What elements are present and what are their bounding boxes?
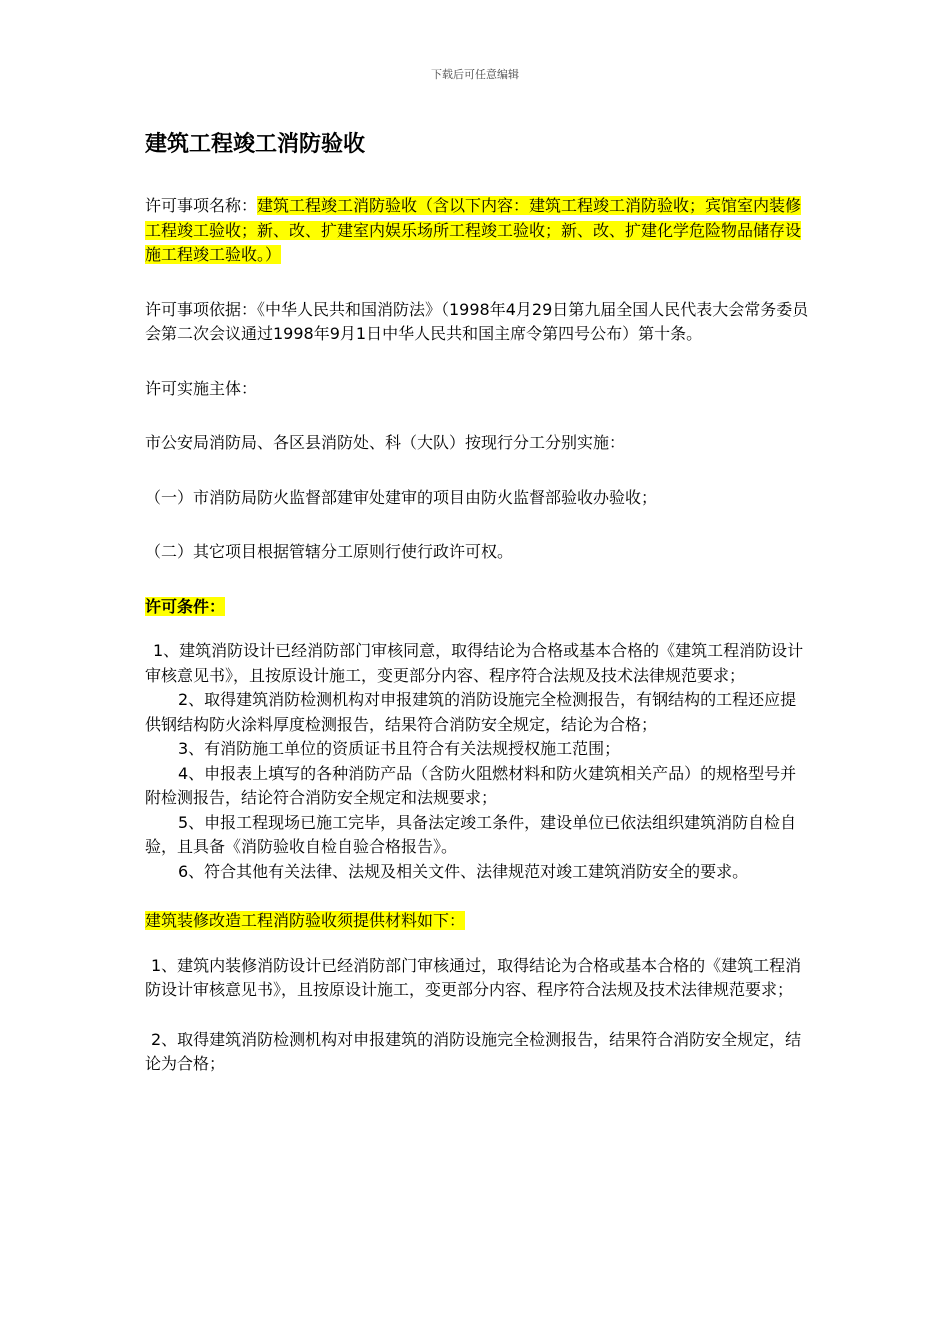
materials-heading: 建筑装修改造工程消防验收须提供材料如下： bbox=[145, 911, 466, 930]
item-name-label: 许可事项名称： bbox=[145, 196, 258, 215]
item-name-value: 建筑工程竣工消防验收（含以下内容：建筑工程竣工消防验收；宾馆室内装修工程竣工验收；新、改、扩建室内娱乐场所工程竣工验收；新、改、扩建化学危险物品储存设施工程竣工验收。） bbox=[145, 196, 802, 264]
subject-item-1: （一）市消防局防火监督部建审处建审的项目由防火监督部验收办验收； bbox=[145, 487, 658, 507]
subject-text: 市公安局消防局、各区县消防处、科（大队）按现行分工分别实施： bbox=[145, 433, 626, 452]
subject-label: 许可实施主体： bbox=[145, 378, 258, 398]
document-body bbox=[145, 130, 810, 1077]
conditions-heading: 许可条件： bbox=[145, 596, 226, 616]
condition-item: 6、符合其他有关法律、法规及相关文件、法律规范对竣工建筑消防安全的要求。 bbox=[178, 861, 749, 881]
item-name-paragraph bbox=[145, 194, 810, 268]
conditions-heading-paragraph bbox=[145, 595, 810, 620]
document-title: 建筑工程竣工消防验收 bbox=[145, 132, 366, 157]
material-item: 1、建筑内装修消防设计已经消防部门审核通过，取得结论为合格或基本合格的《建筑工程消防设计审核意见书》，且按原设计施工，变更部分内容、程序符合法规及技术法律规范要求； bbox=[145, 955, 802, 999]
condition-item: 1、建筑消防设计已经消防部门审核同意，取得结论为合格或基本合格的《建筑工程消防设计审核意见书》，且按原设计施工，变更部分内容、程序符合法规及技术法律规范要求； bbox=[145, 641, 804, 685]
header-note: 下载后可任意编辑 bbox=[431, 68, 519, 81]
basis-paragraph: 许可事项依据：《中华人民共和国消防法》（1998年4月29日第九届全国人民代表大会常务委员会第二次会议通过1998年9月1日中华人民共和国主席令第四号公布）第十条。 bbox=[145, 299, 809, 343]
material-item: 2、取得建筑消防检测机构对申报建筑的消防设施完全检测报告，结果符合消防安全规定，结论为合格； bbox=[145, 1029, 802, 1073]
condition-item: 3、有消防施工单位的资质证书且符合有关法规授权施工范围； bbox=[178, 739, 621, 758]
condition-item: 4、申报表上填写的各种消防产品（含防火阻燃材料和防火建筑相关产品）的规格型号并附检测报告，结论符合消防安全规定和法规要求； bbox=[145, 763, 797, 807]
subject-item-2: （二）其它项目根据管辖分工原则行使行政许可权。 bbox=[145, 542, 514, 561]
condition-item: 2、取得建筑消防检测机构对申报建筑的消防设施完全检测报告，有钢结构的工程还应提供钢结构防火涂料厚度检测报告，结果符合消防安全规定，结论为合格； bbox=[145, 690, 797, 734]
condition-item: 5、申报工程现场已施工完毕，具备法定竣工条件，建设单位已依法组织建筑消防自检自验，且具备《消防验收自检自验合格报告》。 bbox=[145, 812, 797, 856]
materials-heading-paragraph bbox=[145, 909, 810, 934]
